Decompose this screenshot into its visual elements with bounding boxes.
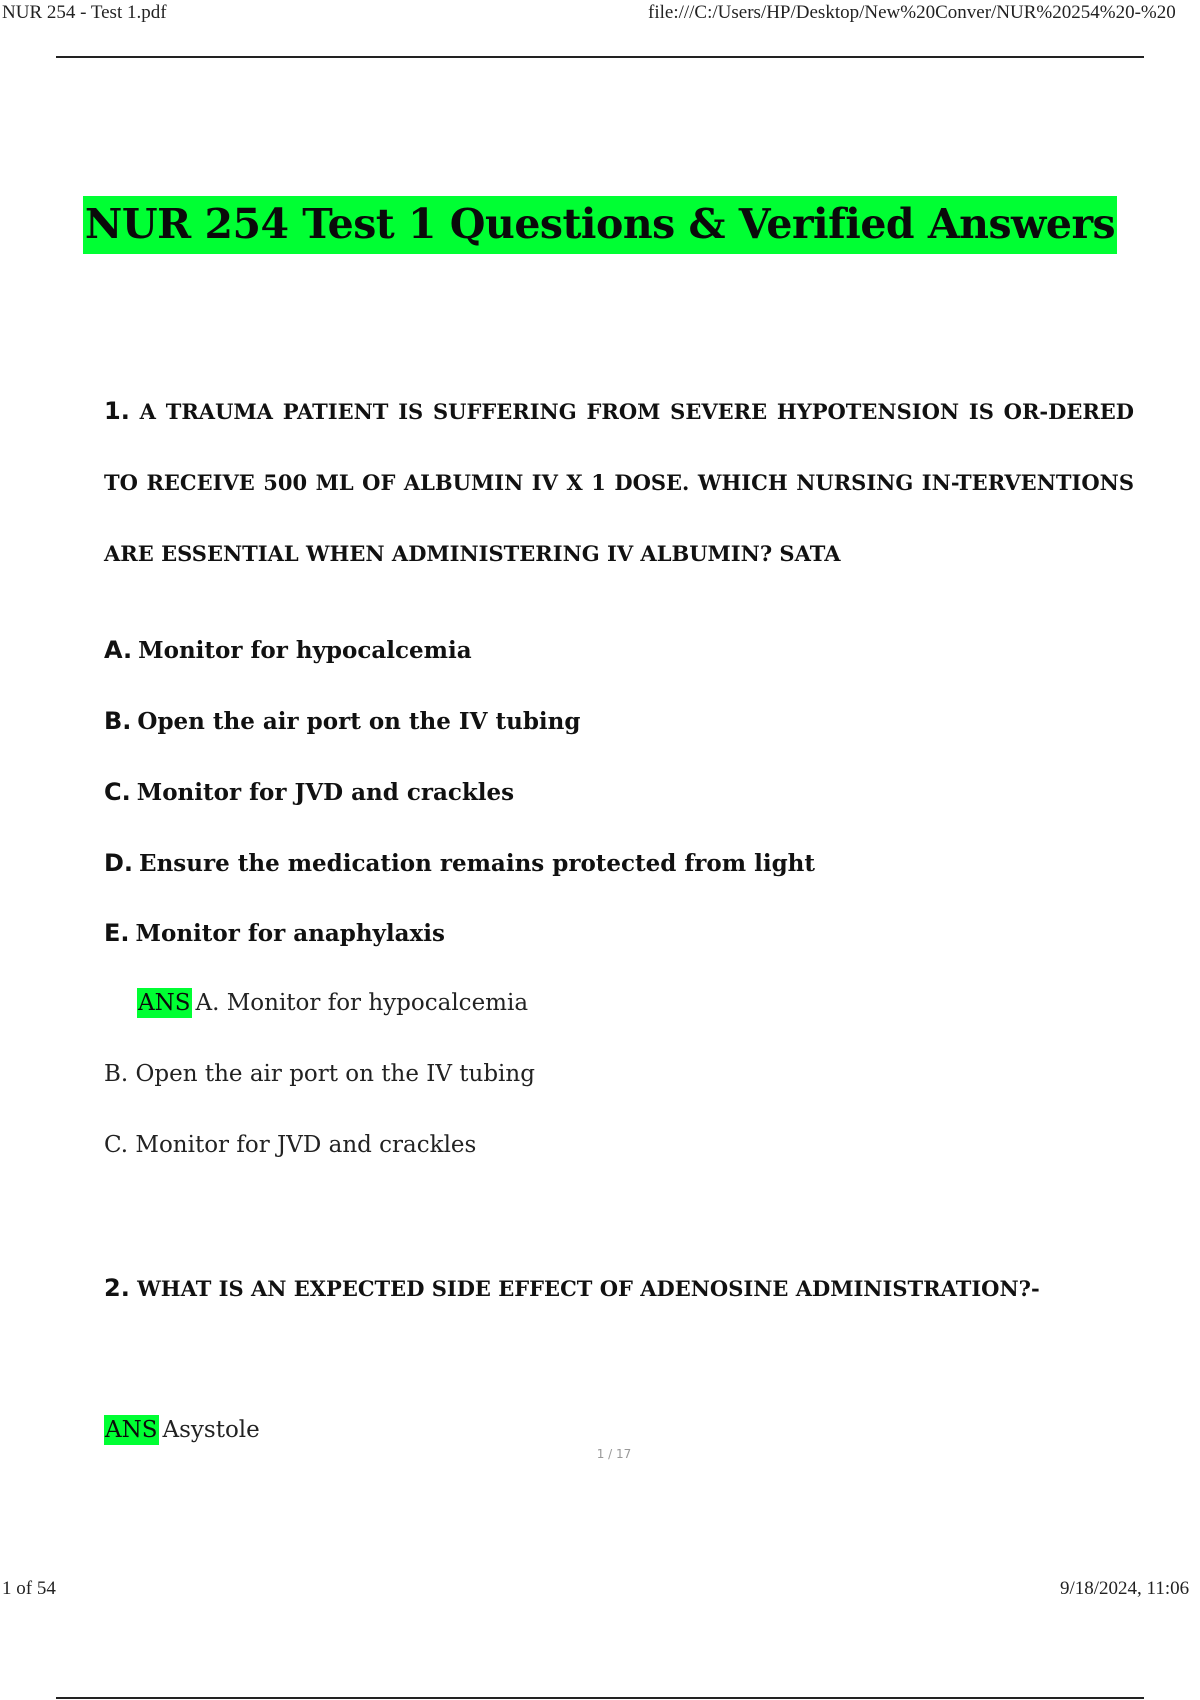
option-text: Ensure the medication remains protected from light <box>139 850 815 877</box>
answer-line-3: C. Monitor for JVD and crackles <box>104 1132 477 1158</box>
option-text: Monitor for JVD and crackles <box>136 779 515 806</box>
answer-line-1 <box>137 990 528 1016</box>
option-text: Open the air port on the IV tubing <box>137 708 581 735</box>
question-text: WHAT IS AN EXPECTED SIDE EFFECT OF ADENOSINE ADMINISTRATION?- <box>137 1276 1040 1301</box>
page-indicator: 1 / 17 <box>596 1447 632 1461</box>
print-header-title: NUR 254 - Test 1.pdf <box>2 2 167 23</box>
option-letter: B. <box>104 707 132 735</box>
question-text: A TRAUMA PATIENT IS SUFFERING FROM SEVERE HYPOTENSION IS OR-DERED TO RECEIVE 500 ML OF ALBUMIN IV X 1 DOSE. WHICH NURSING IN-TERVENTIONS ARE ESSENTIAL WHEN ADMINISTERING IV ALBUMIN? SATA <box>104 399 1135 566</box>
answer-text: A. Monitor for hypocalcemia <box>195 990 529 1016</box>
option-e <box>104 919 445 947</box>
question-1 <box>104 376 1134 589</box>
title-container <box>0 196 1200 254</box>
question-number: 1. <box>104 397 130 425</box>
print-footer-datetime: 9/18/2024, 11:06 <box>1060 1578 1190 1599</box>
answer-line-q2 <box>104 1417 260 1443</box>
answer-text: Asystole <box>162 1417 260 1443</box>
option-letter: C. <box>104 778 131 806</box>
answer-badge: ANS <box>138 990 191 1016</box>
option-letter: E. <box>104 919 130 947</box>
option-c <box>104 778 514 806</box>
header-divider <box>56 56 1144 58</box>
option-d <box>104 849 815 877</box>
answer-line-2: B. Open the air port on the IV tubing <box>104 1061 535 1087</box>
document-title: NUR 254 Test 1 Questions & Verified Answers <box>83 196 1117 254</box>
option-text: Monitor for hypocalcemia <box>138 637 472 664</box>
question-2 <box>104 1274 1040 1302</box>
option-letter: D. <box>104 849 134 877</box>
option-letter: A. <box>104 636 133 664</box>
question-number: 2. <box>104 1274 130 1302</box>
print-footer-page-count: 1 of 54 <box>2 1578 56 1599</box>
answer-badge: ANS <box>105 1417 158 1443</box>
option-a <box>104 636 472 664</box>
option-b <box>104 707 580 735</box>
footer-divider <box>56 1697 1144 1699</box>
option-text: Monitor for anaphylaxis <box>135 920 445 947</box>
print-header-url: file:///C:/Users/HP/Desktop/New%20Conver/NUR%20254%20-%20 <box>648 2 1176 23</box>
